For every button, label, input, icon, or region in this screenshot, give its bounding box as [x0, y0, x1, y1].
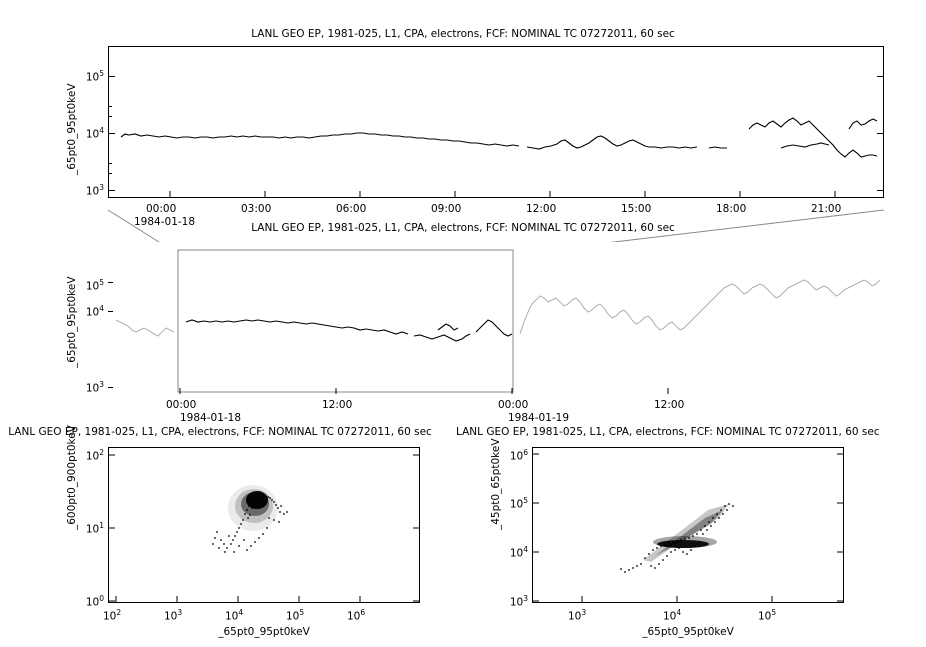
- mid-xtick-0000-b: 00:00: [498, 399, 529, 411]
- bottom-right-title: LANL GEO EP, 1981-025, L1, CPA, electrons, FCF: NOMINAL TC 07272011, 60 sec: [456, 426, 880, 438]
- bottom-left-points: [212, 485, 288, 553]
- bottom-left-title: LANL GEO EP, 1981-025, L1, CPA, electrons, FCF: NOMINAL TC 07272011, 60 sec: [8, 426, 432, 438]
- br-xtick-1e4: $10^4$: [663, 608, 682, 623]
- br-xtick-1e5: $10^5$: [758, 608, 777, 623]
- top-xtick-0600: 06:00: [336, 203, 367, 215]
- bl-ytick-1e2: $10^2$: [85, 448, 104, 463]
- mid-ytick-1e3: $10^3$: [85, 380, 104, 395]
- br-ytick-1e5: $10^5$: [509, 496, 528, 511]
- top-timeseries-axes: [108, 46, 884, 198]
- br-ytick-1e6: $10^6$: [509, 448, 528, 463]
- top-ytick-1e5: $10^5$: [85, 69, 104, 84]
- top-ytick-1e3: $10^3$: [85, 183, 104, 198]
- middle-panel-ylabel: _65pt0_95pt0keV: [66, 276, 78, 368]
- top-xtick-1200: 12:00: [526, 203, 557, 215]
- top-xtick-1800: 18:00: [716, 203, 747, 215]
- bottom-left-axes: [108, 447, 420, 603]
- bottom-right-points: [620, 503, 734, 573]
- bl-xtick-1e6: $10^6$: [347, 608, 366, 623]
- bottom-right-xlabel: _65pt0_95pt0keV: [642, 626, 734, 638]
- mid-panel-date-left: 1984-01-18: [180, 412, 242, 424]
- mid-ytick-1e5: $10^5$: [85, 278, 104, 293]
- br-xtick-1e3: $10^3$: [568, 608, 587, 623]
- bottom-right-ylabel: _45pt0_65pt0keV: [490, 438, 502, 530]
- mid-xtick-1200-b: 12:00: [654, 399, 685, 411]
- top-panel-title: LANL GEO EP, 1981-025, L1, CPA, electrons, FCF: NOMINAL TC 07272011, 60 sec: [251, 28, 675, 40]
- top-panel-ylabel: _65pt0_95pt0keV: [66, 83, 78, 175]
- mid-xtick-1200-a: 12:00: [322, 399, 353, 411]
- bl-xtick-1e3: $10^3$: [164, 608, 183, 623]
- mid-ytick-1e4: $10^4$: [85, 304, 104, 319]
- bl-xtick-1e2: $10^2$: [103, 608, 122, 623]
- mid-panel-date-right: 1984-01-19: [508, 412, 570, 424]
- br-ytick-1e4: $10^4$: [509, 545, 528, 560]
- top-timeseries-plot: [109, 47, 883, 197]
- middle-timeseries-axes: [108, 242, 884, 394]
- top-xtick-0300: 03:00: [241, 203, 272, 215]
- top-panel-date-label: 1984-01-18: [134, 216, 196, 228]
- middle-panel-title: LANL GEO EP, 1981-025, L1, CPA, electrons, FCF: NOMINAL TC 07272011, 60 sec: [251, 222, 675, 234]
- bottom-left-xlabel: _65pt0_95pt0keV: [218, 626, 310, 638]
- middle-timeseries-plot: [108, 242, 884, 394]
- top-xtick-2100: 21:00: [811, 203, 842, 215]
- top-xtick-0900: 09:00: [431, 203, 462, 215]
- bl-xtick-1e4: $10^4$: [225, 608, 244, 623]
- bl-ytick-1e1: $10^1$: [85, 521, 104, 536]
- bottom-left-ylabel: _600pt0_900pt0keV: [66, 425, 78, 530]
- top-xtick-1500: 15:00: [621, 203, 652, 215]
- bottom-right-plot: [533, 448, 843, 602]
- bottom-right-axes: [532, 447, 844, 603]
- bl-xtick-1e5: $10^5$: [286, 608, 305, 623]
- mid-xtick-0000-a: 00:00: [166, 399, 197, 411]
- bottom-left-plot: [109, 448, 419, 602]
- top-xtick-0000: 00:00: [146, 203, 177, 215]
- br-ytick-1e3: $10^3$: [509, 594, 528, 609]
- bl-ytick-1e0: $10^0$: [85, 594, 104, 609]
- top-ytick-1e4: $10^4$: [85, 126, 104, 141]
